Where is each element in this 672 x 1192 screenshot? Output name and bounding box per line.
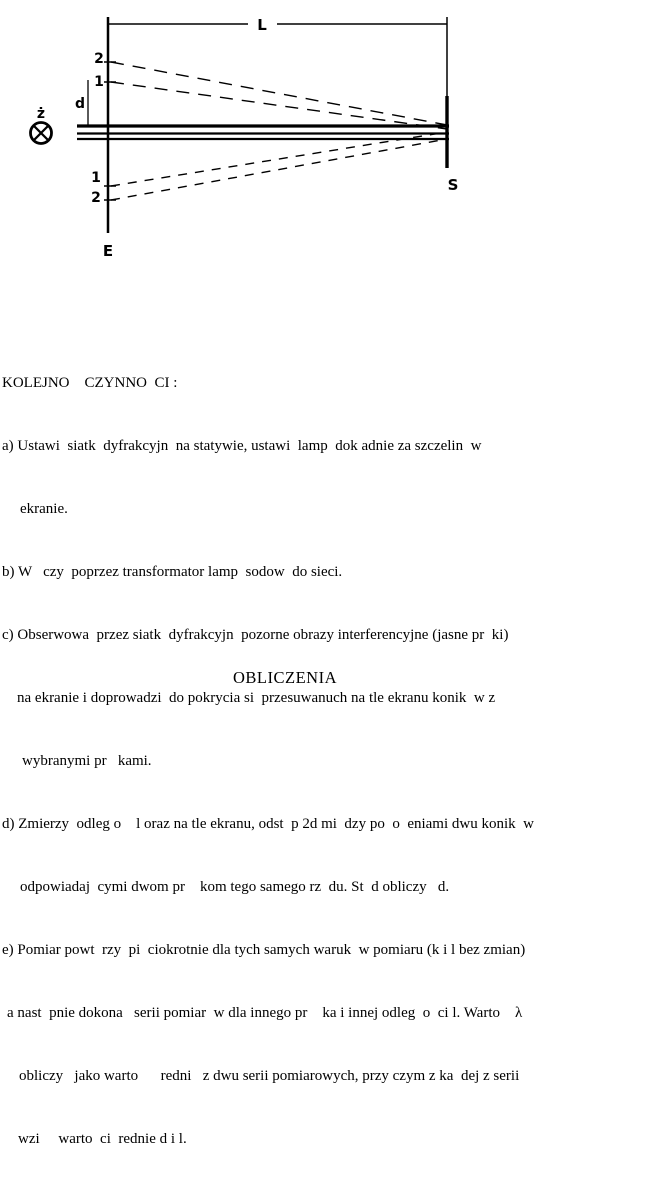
label-upper-2: 2 bbox=[94, 51, 104, 67]
instruction-step-d-cont: odpowiadaj cymi dwom pr kom tego samego rz du. St d obliczy d. bbox=[20, 879, 450, 895]
instruction-step-a-cont: ekranie. bbox=[20, 501, 68, 517]
label-lower-2: 2 bbox=[91, 190, 101, 206]
instruction-step-e-cont3: wzi warto ci rednie d i l. bbox=[18, 1131, 187, 1147]
ray-lower-1 bbox=[111, 132, 447, 186]
ray-lower-2 bbox=[111, 139, 447, 200]
ray-upper-1 bbox=[111, 82, 447, 129]
instructions-title: KOLEJNO CZYNNO CI : bbox=[2, 375, 178, 391]
label-upper-1: 1 bbox=[94, 74, 104, 90]
instruction-step-a: a) Ustawi siatk dyfrakcyjn na statywie, ustawi lamp dok adnie za szczelin w bbox=[2, 438, 482, 454]
experiment-diagram bbox=[0, 0, 672, 320]
instruction-step-e-cont2: obliczy jako warto redni z dwu serii pomiarowych, przy czym z ka dej z serii bbox=[19, 1068, 520, 1084]
instruction-step-c-cont2: wybranymi pr kami. bbox=[22, 753, 152, 769]
label-S: S bbox=[447, 176, 459, 194]
label-lamp: ż bbox=[36, 106, 46, 122]
instructions-block bbox=[2, 331, 670, 1192]
instruction-step-c-cont1: na ekranie i doprowadzi do pokrycia si przesuwanuch na tle ekranu konik w z bbox=[17, 690, 496, 706]
instruction-step-e: e) Pomiar powt rzy pi ciokrotnie dla tych samych waruk w pomiaru (k i l bez zmian) bbox=[2, 942, 526, 958]
instruction-step-c: c) Obserwowa przez siatk dyfrakcyjn pozorne obrazy interferencyjne (jasne pr ki) bbox=[2, 627, 509, 643]
label-L: L bbox=[257, 16, 267, 34]
calculations-heading: OBLICZENIA bbox=[233, 668, 337, 687]
label-d: d bbox=[74, 96, 86, 112]
label-lower-1: 1 bbox=[91, 170, 101, 186]
instruction-step-e-cont1: a nast pnie dokona serii pomiar w dla innego pr ka i innej odleg o ci l. Warto λ bbox=[7, 1005, 523, 1021]
instruction-step-b: b) W czy poprzez transformator lamp sodow do sieci. bbox=[2, 564, 343, 580]
label-E: E bbox=[102, 242, 114, 260]
ray-upper-2 bbox=[111, 62, 447, 125]
lamp-icon bbox=[31, 123, 52, 144]
instruction-step-d: d) Zmierzy odleg o l oraz na tle ekranu, odst p 2d mi dzy po o eniami dwu konik w bbox=[2, 816, 534, 832]
